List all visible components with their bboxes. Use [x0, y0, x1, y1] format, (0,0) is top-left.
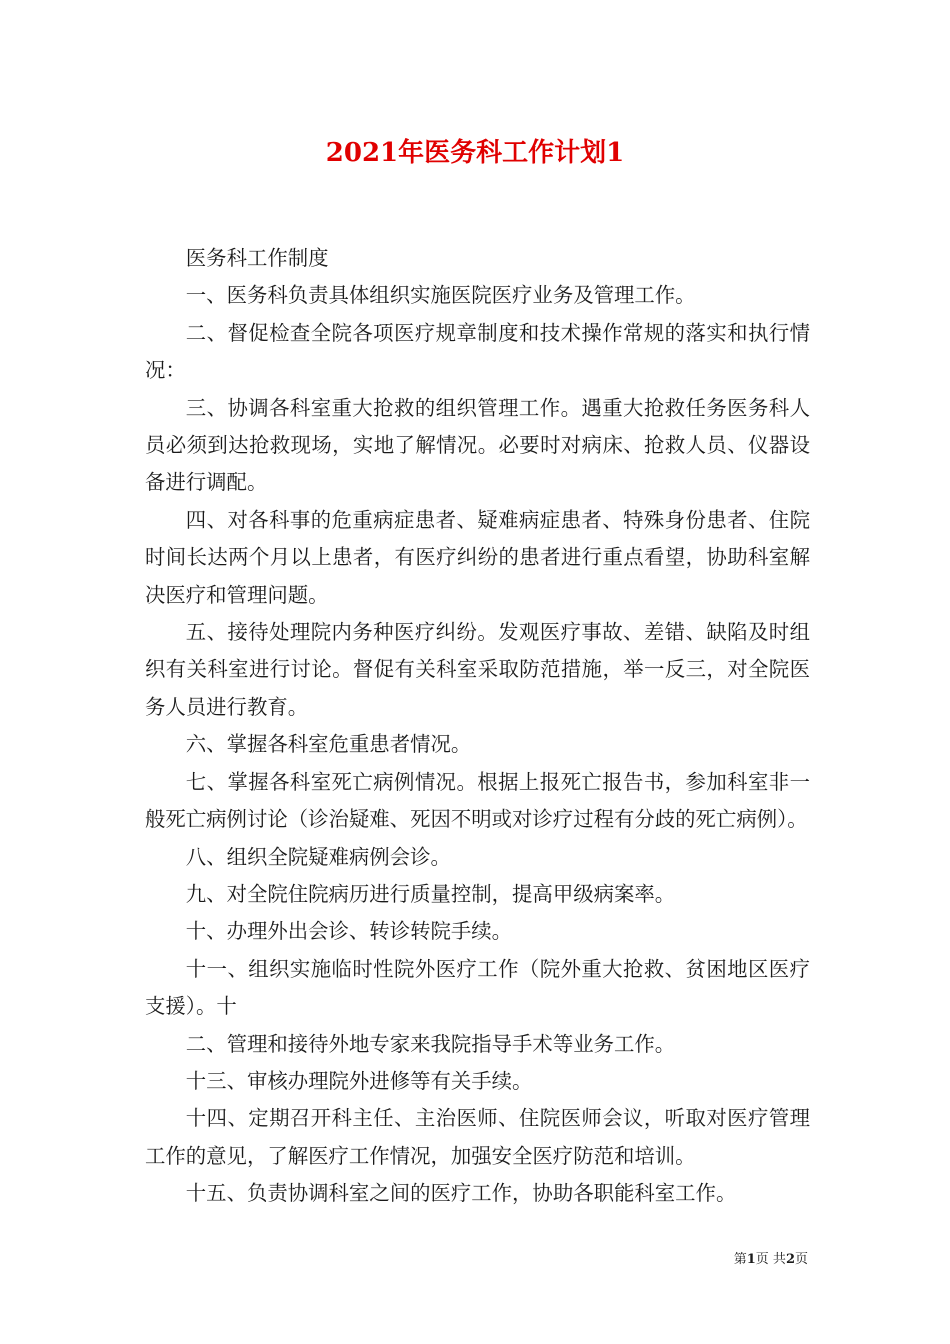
document-body	[145, 240, 810, 1213]
paragraph: 十三、审核办理院外进修等有关手续。	[185, 1068, 533, 1093]
paragraph: 三、协调各科室重大抢救的组织管理工作。遇重大抢救任务医务科人员必须到达抢救现场，实地了解情况。必要时对病床、抢救人员、仪器设备进行调配。	[145, 395, 810, 495]
footer-prefix: 第	[733, 1252, 747, 1267]
paragraph: 八、组织全院疑难病例会诊。	[185, 844, 451, 869]
paragraph: 一、医务科负责具体组织实施医院医疗业务及管理工作。	[185, 283, 696, 308]
paragraph: 六、掌握各科室危重患者情况。	[185, 732, 472, 757]
page-footer	[734, 1248, 808, 1267]
paragraph: 四、对各科事的危重病症患者、疑难病症患者、特殊身份患者、住院时间长达两个月以上患者，有医疗纠纷的患者进行重点看望，协助科室解决医疗和管理问题。	[145, 507, 810, 607]
paragraph: 十、办理外出会诊、转诊转院手续。	[185, 919, 513, 944]
footer-suffix: 页	[794, 1252, 808, 1267]
footer-total-pages: 2	[785, 1252, 795, 1267]
paragraph: 九、对全院住院病历进行质量控制，提高甲级病案率。	[185, 881, 676, 906]
paragraph: 五、接待处理院内务种医疗纠纷。发观医疗事故、差错、缺陷及时组织有关科室进行讨论。督促有关科室采取防范措施，举一反三，对全院医务人员进行教育。	[145, 620, 810, 719]
paragraph: 十五、负责协调科室之间的医疗工作，协助各职能科室工作。	[185, 1181, 737, 1206]
paragraph: 七、掌握各科室死亡病例情况。根据上报死亡报告书，参加科室非一般死亡病例讨论（诊治疑难、死因不明或对诊疗过程有分歧的死亡病例）。	[145, 769, 810, 832]
paragraph: 二、管理和接待外地专家来我院指导手术等业务工作。	[185, 1031, 676, 1056]
paragraph-heading: 医务科工作制度	[185, 246, 329, 270]
paragraph: 二、督促检查全院各项医疗规章制度和技术操作常规的落实和执行情况：	[145, 320, 810, 383]
document-title: 2021年医务科工作计划1	[325, 138, 625, 168]
paragraph: 十四、定期召开科主任、主治医师、住院医师会议，听取对医疗管理工作的意见，了解医疗工作情况，加强安全医疗防范和培训。	[145, 1106, 810, 1168]
paragraph: 十一、组织实施临时性院外医疗工作（院外重大抢救、贫困地区医疗支援）。十	[145, 956, 810, 1019]
footer-middle: 页 共	[755, 1252, 786, 1267]
footer-page-number: 1	[746, 1252, 756, 1267]
